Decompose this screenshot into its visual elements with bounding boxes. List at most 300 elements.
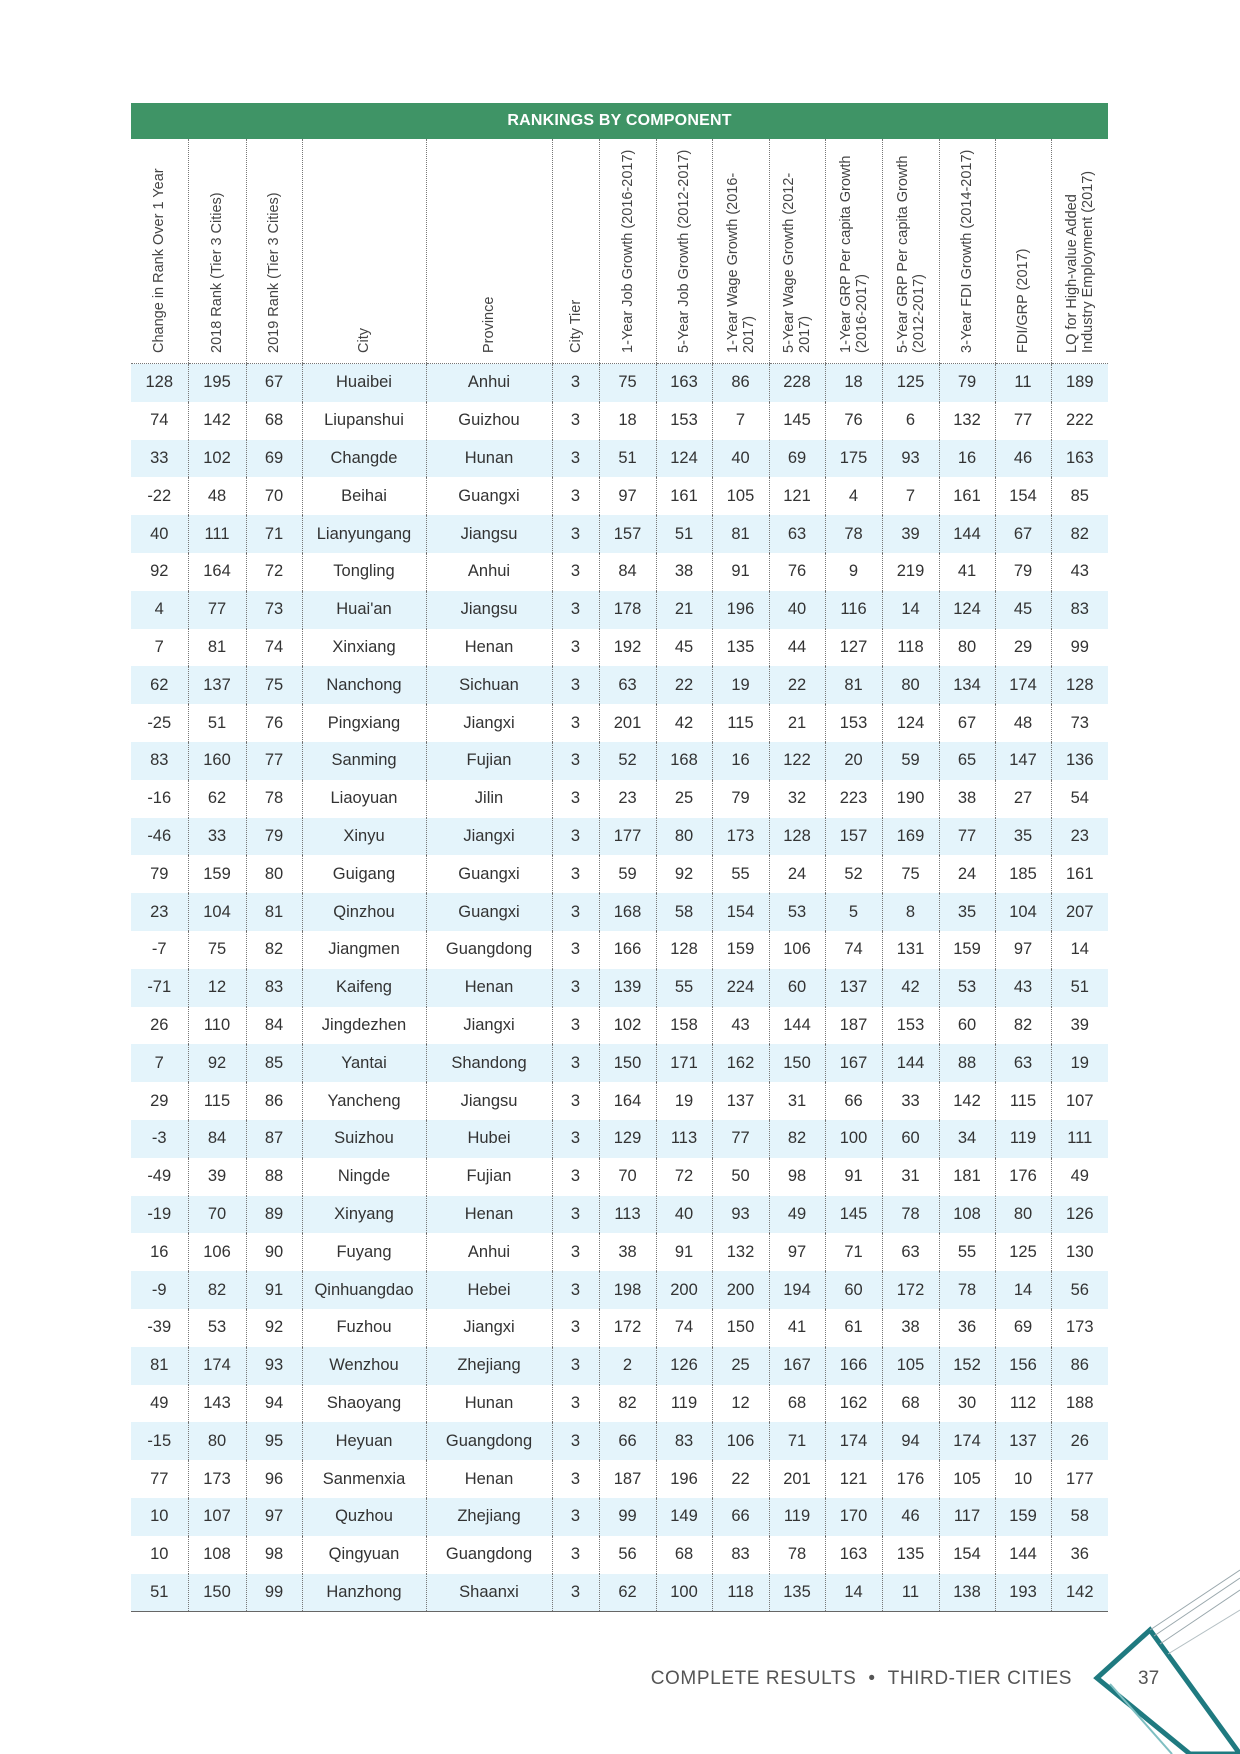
table-cell: 74 (825, 931, 882, 969)
table-cell: 94 (882, 1422, 939, 1460)
table-cell: Anhui (426, 364, 552, 402)
table-cell: -15 (131, 1422, 188, 1460)
table-cell: 21 (656, 591, 712, 629)
table-cell: 81 (188, 629, 246, 667)
table-cell: 16 (712, 742, 769, 780)
table-cell: 97 (599, 477, 656, 515)
table-title: RANKINGS BY COMPONENT (131, 103, 1108, 139)
table-cell: 222 (1051, 402, 1108, 440)
table-cell: 135 (769, 1574, 825, 1612)
table-cell: 10 (150, 1545, 169, 1564)
table-cell: 177 (1051, 1460, 1108, 1498)
table-cell: 58 (656, 893, 712, 931)
table-row (131, 855, 1108, 893)
table-cell: 9 (825, 553, 882, 591)
table-cell: 3 (552, 629, 599, 667)
table-cell: 224 (712, 969, 769, 1007)
table-cell: 20 (825, 742, 882, 780)
table-cell: 3 (552, 893, 599, 931)
table-cell: 3 (552, 591, 599, 629)
table-cell: Beihai (302, 477, 426, 515)
table-cell: 196 (712, 591, 769, 629)
table-row (131, 629, 1108, 667)
table-cell: 128 (1051, 666, 1108, 704)
table-cell: 60 (939, 1007, 995, 1045)
table-cell: 150 (599, 1044, 656, 1082)
table-cell: Wenzhou (302, 1347, 426, 1385)
table-row (131, 440, 1108, 478)
table-cell: 111 (1051, 1120, 1108, 1158)
table-cell: 14 (995, 1271, 1051, 1309)
table-cell: 119 (656, 1385, 712, 1423)
table-cell: Lianyungang (302, 515, 426, 553)
table-cell: Jingdezhen (302, 1007, 426, 1045)
table-cell: 176 (882, 1460, 939, 1498)
table-cell: 85 (1051, 477, 1108, 515)
table-row (131, 666, 1108, 704)
table-cell: 137 (995, 1422, 1051, 1460)
table-cell: 139 (599, 969, 656, 1007)
table-cell: 98 (246, 1536, 302, 1574)
table-cell: Guangxi (426, 893, 552, 931)
table-cell: 100 (656, 1574, 712, 1612)
table-cell: 144 (995, 1536, 1051, 1574)
column-header (599, 139, 656, 364)
table-cell: 3 (552, 931, 599, 969)
table-cell: 77 (939, 818, 995, 856)
table-cell: 78 (882, 1196, 939, 1234)
table-cell: 164 (599, 1082, 656, 1120)
table-cell: 107 (188, 1498, 246, 1536)
table-cell: 40 (656, 1196, 712, 1234)
table-cell: 153 (825, 704, 882, 742)
table-cell: 10 (131, 1498, 188, 1536)
table-cell: 78 (769, 1536, 825, 1574)
table-cell: 70 (188, 1196, 246, 1234)
table-cell: Fujian (426, 742, 552, 780)
table-cell: 71 (246, 515, 302, 553)
table-cell: 73 (1051, 704, 1108, 742)
table-cell: 162 (825, 1385, 882, 1423)
table-cell: 159 (995, 1498, 1051, 1536)
table-cell: 159 (188, 855, 246, 893)
table-cell: 3 (552, 704, 599, 742)
table-cell: Guangdong (426, 1536, 552, 1574)
table-cell: 170 (825, 1498, 882, 1536)
table-cell: 127 (825, 629, 882, 667)
table-cell: 14 (882, 591, 939, 629)
table-cell: -3 (131, 1120, 188, 1158)
table-cell: 62 (188, 780, 246, 818)
table-cell: 73 (246, 591, 302, 629)
table-cell: Yancheng (302, 1082, 426, 1120)
table-cell: 97 (769, 1233, 825, 1271)
table-cell: 39 (882, 515, 939, 553)
table-cell: 6 (882, 402, 939, 440)
table-cell: 44 (769, 629, 825, 667)
table-row (131, 742, 1108, 780)
table-cell: 67 (995, 515, 1051, 553)
table-cell: Guigang (302, 855, 426, 893)
table-cell: -16 (147, 789, 172, 808)
table-cell: 83 (131, 742, 188, 780)
table-cell: 68 (882, 1385, 939, 1423)
table-cell: 60 (882, 1120, 939, 1158)
table-cell: 158 (656, 1007, 712, 1045)
table-cell: Hanzhong (302, 1574, 426, 1612)
table-cell: Henan (426, 1460, 552, 1498)
table-cell: 3 (552, 515, 599, 553)
table-cell: 174 (825, 1422, 882, 1460)
table-cell: 22 (769, 666, 825, 704)
table-cell: 96 (246, 1460, 302, 1498)
table-cell: 27 (995, 780, 1051, 818)
column-header-label: Change in Rank Over 1 Year (151, 168, 168, 353)
table-cell: 92 (246, 1309, 302, 1347)
table-cell: 42 (882, 969, 939, 1007)
table-cell: Shandong (426, 1044, 552, 1082)
table-cell: 82 (1051, 515, 1108, 553)
table-cell: Qinzhou (302, 893, 426, 931)
table-cell: 63 (769, 515, 825, 553)
table-cell: 88 (939, 1044, 995, 1082)
table-cell: 150 (769, 1044, 825, 1082)
corner-line-top-4 (1168, 1610, 1240, 1654)
table-cell: Zhejiang (426, 1347, 552, 1385)
table-cell: 82 (246, 931, 302, 969)
table-cell: 100 (825, 1120, 882, 1158)
table-cell: 3 (552, 1385, 599, 1423)
table-cell: 35 (939, 893, 995, 931)
table-row (131, 818, 1108, 856)
table-row (131, 893, 1108, 931)
table-cell: -19 (131, 1196, 188, 1234)
table-cell: 77 (712, 1120, 769, 1158)
table-cell: 82 (599, 1385, 656, 1423)
table-cell: 3 (552, 1498, 599, 1536)
table-cell: 26 (150, 1015, 169, 1034)
table-cell: 99 (1051, 629, 1108, 667)
table-cell: 46 (882, 1498, 939, 1536)
table-cell: 159 (712, 931, 769, 969)
table-cell: 79 (246, 818, 302, 856)
table-cell: 49 (1051, 1158, 1108, 1196)
table-cell: Jiangxi (426, 818, 552, 856)
table-cell: 124 (882, 704, 939, 742)
column-header-label: City (356, 328, 372, 353)
table-cell: Qingyuan (302, 1536, 426, 1574)
column-header-label: Province (481, 296, 497, 353)
table-cell: 3 (552, 818, 599, 856)
column-header (188, 139, 246, 364)
table-cell: Jiangmen (302, 931, 426, 969)
table-row (131, 780, 1108, 818)
table-cell: Fujian (426, 1158, 552, 1196)
column-header-label: LQ for High-value Added Industry Employment (2017) (1063, 170, 1096, 353)
table-cell: Guangxi (426, 477, 552, 515)
table-cell: 207 (1051, 893, 1108, 931)
table-cell: 99 (599, 1498, 656, 1536)
table-cell: 193 (995, 1574, 1051, 1612)
table-cell: Xinyang (302, 1196, 426, 1234)
table-cell: 51 (599, 440, 656, 478)
table-cell: Shaoyang (302, 1385, 426, 1423)
table-cell: 86 (1051, 1347, 1108, 1385)
table-cell: 172 (599, 1309, 656, 1347)
page-number: 37 (1138, 1668, 1160, 1689)
table-cell: 38 (882, 1309, 939, 1347)
table-cell: 55 (656, 969, 712, 1007)
table-cell: 119 (995, 1120, 1051, 1158)
table-cell: 38 (656, 553, 712, 591)
table-cell: 83 (656, 1422, 712, 1460)
table-cell: 16 (150, 1242, 169, 1261)
table-cell: 49 (769, 1196, 825, 1234)
table-cell: 45 (995, 591, 1051, 629)
table-cell: 10 (995, 1460, 1051, 1498)
table-cell: 154 (939, 1536, 995, 1574)
table-cell: 48 (188, 477, 246, 515)
table-cell: 68 (769, 1385, 825, 1423)
table-cell: 3 (552, 1460, 599, 1498)
table-cell: 164 (188, 553, 246, 591)
table-cell: 3 (552, 742, 599, 780)
table-cell: 108 (188, 1536, 246, 1574)
column-header (769, 139, 825, 364)
table-cell: 50 (712, 1158, 769, 1196)
corner-decoration (1090, 1560, 1240, 1754)
table-cell: 82 (995, 1007, 1051, 1045)
table-row (131, 1498, 1108, 1536)
table-cell: 171 (656, 1044, 712, 1082)
table-cell: 82 (188, 1271, 246, 1309)
table-cell: 143 (188, 1385, 246, 1423)
table-cell: 52 (599, 742, 656, 780)
table-cell: 53 (939, 969, 995, 1007)
table-row (131, 1422, 1108, 1460)
column-header-label: 3-Year FDI Growth (2014-2017) (959, 149, 975, 353)
table-cell: Quzhou (302, 1498, 426, 1536)
table-cell: -49 (147, 1167, 172, 1186)
table-cell: 68 (246, 402, 302, 440)
table-cell: 159 (939, 931, 995, 969)
table-cell: 3 (552, 1347, 599, 1385)
table-row (131, 1233, 1108, 1271)
table-cell: 19 (656, 1082, 712, 1120)
table-cell: 39 (188, 1158, 246, 1196)
table-cell: 19 (712, 666, 769, 704)
table-cell: 174 (939, 1422, 995, 1460)
table-cell: 135 (712, 629, 769, 667)
table-cell: 87 (246, 1120, 302, 1158)
table-row (131, 1536, 1108, 1574)
table-cell: 130 (1051, 1233, 1108, 1271)
table-cell: 124 (656, 440, 712, 478)
table-cell: 51 (656, 515, 712, 553)
table-cell: Sichuan (426, 666, 552, 704)
table-cell: 99 (246, 1574, 302, 1612)
table-cell: 81 (131, 1347, 188, 1385)
table-cell: 52 (825, 855, 882, 893)
column-header (939, 139, 995, 364)
table-cell: 118 (712, 1574, 769, 1612)
table-cell: 80 (995, 1196, 1051, 1234)
table-cell: Changde (302, 440, 426, 478)
table-cell: 12 (712, 1385, 769, 1423)
table-cell: 200 (656, 1271, 712, 1309)
table-cell: 89 (246, 1196, 302, 1234)
table-cell: 43 (712, 1007, 769, 1045)
table-cell: 32 (769, 780, 825, 818)
column-header (131, 139, 188, 364)
table-cell: 33 (882, 1082, 939, 1120)
table-cell: 82 (769, 1120, 825, 1158)
table-cell: 40 (131, 515, 188, 553)
table-row (131, 1460, 1108, 1498)
table-cell: 3 (552, 855, 599, 893)
table-cell: 40 (769, 591, 825, 629)
table-row (131, 591, 1108, 629)
table-cell: 115 (712, 704, 769, 742)
table-cell: 43 (995, 969, 1051, 1007)
corner-frame-shape (1097, 1630, 1240, 1754)
table-row (131, 1196, 1108, 1234)
table-row (131, 515, 1108, 553)
table-cell: Anhui (426, 553, 552, 591)
table-cell: Huai'an (302, 591, 426, 629)
table-cell: 84 (246, 1007, 302, 1045)
table-cell: 192 (599, 629, 656, 667)
table-cell: 187 (825, 1007, 882, 1045)
table-cell: 29 (150, 1091, 169, 1110)
column-header-label: 5-Year Job Growth (2012-2017) (676, 149, 692, 353)
table-cell: 152 (939, 1347, 995, 1385)
table-cell: Jiangxi (426, 1007, 552, 1045)
table-cell: 113 (656, 1120, 712, 1158)
table-cell: 178 (599, 591, 656, 629)
table-cell: 8 (882, 893, 939, 931)
table-cell: Hubei (426, 1120, 552, 1158)
table-cell: 25 (712, 1347, 769, 1385)
table-cell: 117 (939, 1498, 995, 1536)
table-cell: Guangdong (426, 1422, 552, 1460)
table-cell: 80 (188, 1422, 246, 1460)
table-cell: 3 (552, 402, 599, 440)
column-header (1051, 139, 1108, 364)
column-header (552, 139, 599, 364)
table-cell: Suizhou (302, 1120, 426, 1158)
table-cell: Liaoyuan (302, 780, 426, 818)
table-cell: 167 (825, 1044, 882, 1082)
table-cell: 36 (939, 1309, 995, 1347)
table-cell: 95 (246, 1422, 302, 1460)
table-cell: 11 (882, 1574, 939, 1612)
table-cell: 80 (656, 818, 712, 856)
table-cell: 83 (1051, 591, 1108, 629)
table-cell: 175 (825, 440, 882, 478)
table-cell: 105 (939, 1460, 995, 1498)
column-header (302, 139, 426, 364)
table-cell: 43 (1051, 553, 1108, 591)
table-cell: Xinyu (302, 818, 426, 856)
table-cell: 110 (188, 1007, 246, 1045)
table-cell: 61 (825, 1309, 882, 1347)
table-cell: 157 (825, 818, 882, 856)
table-cell: Jiangsu (426, 1082, 552, 1120)
table-cell: 126 (656, 1347, 712, 1385)
table-cell: 201 (599, 704, 656, 742)
table-cell: 76 (246, 704, 302, 742)
column-header (995, 139, 1051, 364)
table-cell: 98 (769, 1158, 825, 1196)
table-cell: 76 (769, 553, 825, 591)
table-cell: 66 (712, 1498, 769, 1536)
table-cell: 51 (131, 1574, 188, 1612)
table-cell: 45 (656, 629, 712, 667)
table-cell: 190 (882, 780, 939, 818)
table-row (131, 1385, 1108, 1423)
table-cell: 66 (599, 1422, 656, 1460)
table-cell: 46 (995, 440, 1051, 478)
table-cell: 223 (825, 780, 882, 818)
table-cell: 85 (246, 1044, 302, 1082)
column-header-label: 2019 Rank (Tier 3 Cities) (266, 192, 282, 353)
table-row (131, 704, 1108, 742)
table-cell: 219 (882, 553, 939, 591)
table-cell: 7 (882, 477, 939, 515)
corner-line-inner (1110, 1684, 1172, 1754)
table-cell: 12 (188, 969, 246, 1007)
table-cell: Jilin (426, 780, 552, 818)
table-cell: 163 (825, 1536, 882, 1574)
table-cell: 137 (188, 666, 246, 704)
table-cell: 63 (882, 1233, 939, 1271)
table-cell: 3 (552, 1233, 599, 1271)
table-cell: 3 (552, 1082, 599, 1120)
table-cell: 181 (939, 1158, 995, 1196)
table-cell: -22 (147, 486, 172, 505)
table-cell: 195 (188, 364, 246, 402)
table-cell: 128 (131, 364, 188, 402)
table-cell: 169 (882, 818, 939, 856)
table-cell: 106 (712, 1422, 769, 1460)
table-cell: 168 (599, 893, 656, 931)
table-cell: 150 (188, 1574, 246, 1612)
table-cell: Pingxiang (302, 704, 426, 742)
table-cell: 174 (995, 666, 1051, 704)
table-cell: 79 (939, 364, 995, 402)
table-cell: 144 (939, 515, 995, 553)
table-cell: 86 (712, 364, 769, 402)
table-cell: 60 (769, 969, 825, 1007)
table-cell: 69 (995, 1309, 1051, 1347)
table-cell: 112 (995, 1385, 1051, 1423)
table-cell: 174 (188, 1347, 246, 1385)
table-cell: 3 (552, 1271, 599, 1309)
table-cell: 83 (246, 969, 302, 1007)
table-cell: 69 (246, 440, 302, 478)
table-cell: 53 (769, 893, 825, 931)
table-cell: 173 (1051, 1309, 1108, 1347)
table-cell: 24 (939, 855, 995, 893)
table-cell: 102 (599, 1007, 656, 1045)
table-cell: 176 (995, 1158, 1051, 1196)
table-cell: 188 (1051, 1385, 1108, 1423)
table-cell: 35 (995, 818, 1051, 856)
table-cell: 108 (939, 1196, 995, 1234)
table-cell: 7 (131, 1044, 188, 1082)
table-cell: 58 (1051, 1498, 1108, 1536)
